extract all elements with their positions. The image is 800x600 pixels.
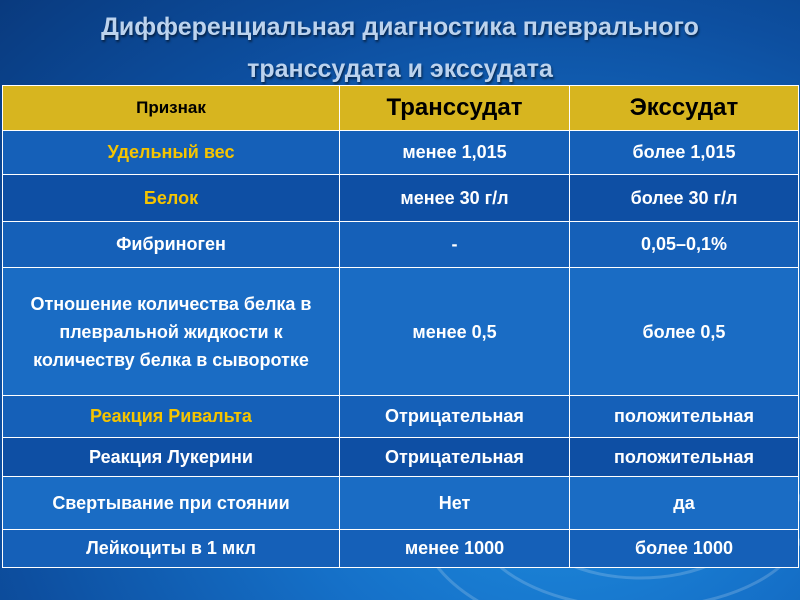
table-row <box>3 268 799 396</box>
row-exudate-value: положительная <box>570 396 799 438</box>
row-sign: Реакция Лукерини <box>3 438 340 477</box>
row-sign: Свертывание при стоянии <box>3 477 340 530</box>
row-transudate-value: менее 1000 <box>340 530 570 568</box>
row-sign: Белок <box>3 175 340 222</box>
diagnosis-table <box>2 85 799 568</box>
table-row <box>3 131 799 175</box>
table-row <box>3 477 799 530</box>
row-exudate-value: более 30 г/л <box>570 175 799 222</box>
header-transudate: Транссудат <box>340 86 570 131</box>
table-row <box>3 530 799 568</box>
row-sign: Лейкоциты в 1 мкл <box>3 530 340 568</box>
row-transudate-value: Нет <box>340 477 570 530</box>
table-header-row <box>3 86 799 131</box>
page-title <box>0 6 800 90</box>
table-row <box>3 438 799 477</box>
table-row <box>3 175 799 222</box>
table-row <box>3 222 799 268</box>
row-exudate-value: положительная <box>570 438 799 477</box>
header-sign: Признак <box>3 86 340 131</box>
header-exudate: Экссудат <box>570 86 799 131</box>
row-transudate-value: Отрицательная <box>340 396 570 438</box>
row-sign: Фибриноген <box>3 222 340 268</box>
row-exudate-value: да <box>570 477 799 530</box>
row-exudate-value: 0,05–0,1% <box>570 222 799 268</box>
row-transudate-value: - <box>340 222 570 268</box>
row-sign: Реакция Ривальта <box>3 396 340 438</box>
row-sign: Отношение количества белка в плевральной жидкости к количеству белка в сыворотке <box>3 268 340 396</box>
row-sign: Удельный вес <box>3 131 340 175</box>
row-transudate-value: менее 1,015 <box>340 131 570 175</box>
row-transudate-value: Отрицательная <box>340 438 570 477</box>
row-transudate-value: менее 0,5 <box>340 268 570 396</box>
page-title-line-1: Дифференциальная диагностика плеврального <box>101 13 699 41</box>
page-title-line-2: транссудата и экссудата <box>247 55 553 83</box>
row-exudate-value: более 1000 <box>570 530 799 568</box>
row-exudate-value: более 0,5 <box>570 268 799 396</box>
row-exudate-value: более 1,015 <box>570 131 799 175</box>
table-row <box>3 396 799 438</box>
row-transudate-value: менее 30 г/л <box>340 175 570 222</box>
